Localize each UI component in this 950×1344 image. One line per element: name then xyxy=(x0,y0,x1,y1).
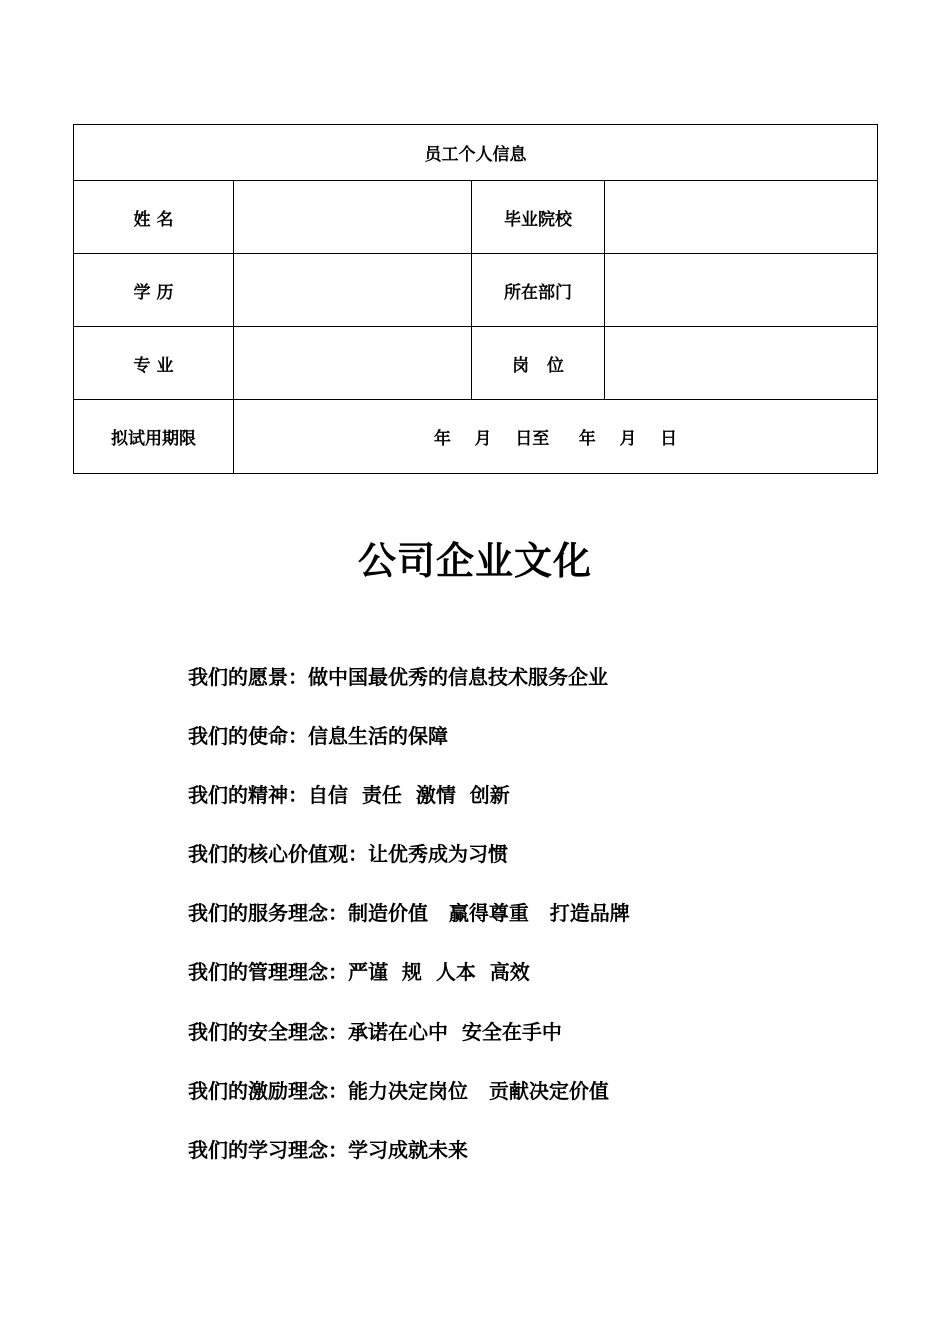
field-position[interactable] xyxy=(605,327,878,400)
table-title-row xyxy=(74,125,878,181)
label-probation-period: 拟试用期限 xyxy=(74,400,234,474)
culture-item-vision: 我们的愿景：做中国最优秀的信息技术服务企业 xyxy=(188,665,608,689)
label-education: 学 历 xyxy=(74,254,234,327)
label-major: 专 业 xyxy=(74,327,234,400)
label-school: 毕业院校 xyxy=(472,181,605,254)
culture-item-management: 我们的管理理念：严谨 规 人本 高效 xyxy=(188,960,530,985)
table-title: 员工个人信息 xyxy=(74,125,878,181)
employee-info-table xyxy=(73,124,878,474)
culture-item-service: 我们的服务理念：制造价值 赢得尊重 打造品牌 xyxy=(188,901,630,926)
culture-item-learning: 我们的学习理念：学习成就未来 xyxy=(188,1137,468,1162)
field-education[interactable] xyxy=(234,254,472,327)
culture-item-core-values: 我们的核心价值观：让优秀成为习惯 xyxy=(188,842,508,867)
field-probation-period[interactable]: 年 月 日至 年 月 日 xyxy=(234,400,878,474)
field-department[interactable] xyxy=(605,254,878,327)
table-row-probation xyxy=(74,400,878,474)
table-row-major xyxy=(74,327,878,400)
culture-list xyxy=(188,660,630,1192)
culture-title: 公司企业文化 xyxy=(357,539,592,583)
field-name[interactable] xyxy=(234,181,472,254)
table-row-education xyxy=(74,254,878,327)
label-position: 岗 位 xyxy=(472,327,605,400)
field-school[interactable] xyxy=(605,181,878,254)
culture-item-mission: 我们的使命：信息生活的保障 xyxy=(188,724,448,749)
label-department: 所在部门 xyxy=(472,254,605,327)
culture-item-spirit: 我们的精神：自信 责任 激情 创新 xyxy=(188,783,510,808)
table-row-name xyxy=(74,181,878,254)
culture-item-safety: 我们的安全理念：承诺在心中 安全在手中 xyxy=(188,1019,562,1044)
field-major[interactable] xyxy=(234,327,472,400)
culture-item-incentive: 我们的激励理念：能力决定岗位 贡献决定价值 xyxy=(188,1078,609,1103)
label-name: 姓 名 xyxy=(74,181,234,254)
